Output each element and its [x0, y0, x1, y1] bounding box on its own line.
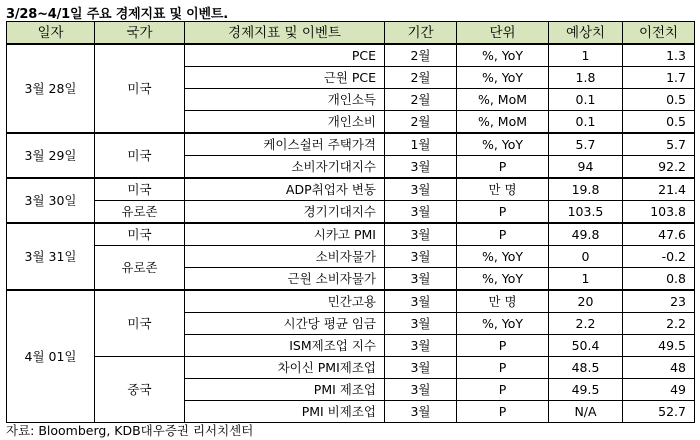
period-cell: 3월	[385, 357, 457, 379]
unit-cell: P	[457, 335, 549, 357]
indicator-cell: 시카고 PMI	[185, 223, 385, 246]
country-cell: 미국	[95, 44, 185, 133]
period-cell: 1월	[385, 133, 457, 156]
date-cell: 3월 31일	[7, 223, 95, 290]
unit-cell: %, YoY	[457, 133, 549, 156]
table-row	[7, 357, 695, 379]
indicator-cell: 소비자물가	[185, 246, 385, 268]
forecast-cell: 2.2	[549, 313, 623, 335]
header-date: 일자	[7, 22, 95, 45]
table-row	[7, 201, 695, 224]
country-cell: 유로존	[95, 201, 185, 224]
forecast-cell: 49.8	[549, 223, 623, 246]
period-cell: 2월	[385, 67, 457, 89]
unit-cell: P	[457, 401, 549, 423]
period-cell: 3월	[385, 401, 457, 423]
forecast-cell: 50.4	[549, 335, 623, 357]
unit-cell: %, YoY	[457, 246, 549, 268]
header-row	[7, 22, 695, 45]
period-cell: 3월	[385, 290, 457, 313]
period-cell: 3월	[385, 201, 457, 224]
forecast-cell: 1	[549, 268, 623, 291]
source-footnote: 자료: Bloomberg, KDB대우증권 리서치센터	[6, 423, 254, 438]
unit-cell: 만 명	[457, 290, 549, 313]
country-cell: 미국	[95, 133, 185, 178]
indicator-cell: ADP취업자 변동	[185, 178, 385, 201]
period-cell: 3월	[385, 313, 457, 335]
indicator-cell: 민간고용	[185, 290, 385, 313]
forecast-cell: 5.7	[549, 133, 623, 156]
period-cell: 3월	[385, 335, 457, 357]
previous-cell: 2.2	[623, 313, 695, 335]
unit-cell: 만 명	[457, 178, 549, 201]
indicator-cell: PMI 제조업	[185, 379, 385, 401]
period-cell: 3월	[385, 178, 457, 201]
previous-cell: 49	[623, 379, 695, 401]
unit-cell: P	[457, 223, 549, 246]
forecast-cell: 49.5	[549, 379, 623, 401]
forecast-cell: 1.8	[549, 67, 623, 89]
country-cell: 미국	[95, 178, 185, 201]
date-cell: 4월 01일	[7, 290, 95, 423]
table-row	[7, 290, 695, 313]
unit-cell: %, YoY	[457, 67, 549, 89]
period-cell: 3월	[385, 246, 457, 268]
forecast-cell: 1	[549, 44, 623, 67]
unit-cell: P	[457, 201, 549, 224]
forecast-cell: 19.8	[549, 178, 623, 201]
header-indicator: 경제지표 및 이벤트	[185, 22, 385, 45]
period-cell: 2월	[385, 89, 457, 111]
indicator-cell: PMI 비제조업	[185, 401, 385, 423]
header-previous: 이전치	[623, 22, 695, 45]
table-body	[7, 44, 695, 423]
unit-cell: %, MoM	[457, 111, 549, 134]
table-row	[7, 223, 695, 246]
header-country: 국가	[95, 22, 185, 45]
previous-cell: 1.3	[623, 44, 695, 67]
indicator-cell: 소비자기대지수	[185, 156, 385, 179]
indicator-cell: ISM제조업 지수	[185, 335, 385, 357]
period-cell: 2월	[385, 111, 457, 134]
indicator-cell: 근원 PCE	[185, 67, 385, 89]
period-cell: 3월	[385, 223, 457, 246]
period-cell: 3월	[385, 268, 457, 291]
table-row	[7, 133, 695, 156]
indicator-cell: PCE	[185, 44, 385, 67]
unit-cell: %, YoY	[457, 44, 549, 67]
unit-cell: P	[457, 357, 549, 379]
previous-cell: 52.7	[623, 401, 695, 423]
header-unit: 단위	[457, 22, 549, 45]
previous-cell: -0.2	[623, 246, 695, 268]
indicator-cell: 시간당 평균 임금	[185, 313, 385, 335]
country-cell: 미국	[95, 290, 185, 357]
period-cell: 2월	[385, 44, 457, 67]
indicator-cell: 근원 소비자물가	[185, 268, 385, 291]
previous-cell: 1.7	[623, 67, 695, 89]
table-row	[7, 246, 695, 268]
forecast-cell: N/A	[549, 401, 623, 423]
forecast-cell: 0.1	[549, 111, 623, 134]
unit-cell: P	[457, 379, 549, 401]
unit-cell: %, YoY	[457, 313, 549, 335]
previous-cell: 5.7	[623, 133, 695, 156]
forecast-cell: 103.5	[549, 201, 623, 224]
indicator-cell: 경기기대지수	[185, 201, 385, 224]
period-cell: 3월	[385, 379, 457, 401]
date-cell: 3월 30일	[7, 178, 95, 223]
previous-cell: 103.8	[623, 201, 695, 224]
indicator-cell: 개인소득	[185, 89, 385, 111]
economic-calendar-table	[6, 21, 695, 423]
unit-cell: %, MoM	[457, 89, 549, 111]
unit-cell: %, YoY	[457, 268, 549, 291]
unit-cell: P	[457, 156, 549, 179]
table-header	[7, 22, 695, 45]
indicator-cell: 차이신 PMI제조업	[185, 357, 385, 379]
forecast-cell: 0	[549, 246, 623, 268]
previous-cell: 92.2	[623, 156, 695, 179]
table-row	[7, 44, 695, 67]
period-cell: 3월	[385, 156, 457, 179]
date-cell: 3월 29일	[7, 133, 95, 178]
previous-cell: 47.6	[623, 223, 695, 246]
indicator-cell: 개인소비	[185, 111, 385, 134]
table-title: 3/28~4/1일 주요 경제지표 및 이벤트.	[6, 7, 228, 22]
previous-cell: 23	[623, 290, 695, 313]
previous-cell: 48	[623, 357, 695, 379]
forecast-cell: 94	[549, 156, 623, 179]
previous-cell: 0.8	[623, 268, 695, 291]
header-forecast: 예상치	[549, 22, 623, 45]
indicator-cell: 케이스쉴러 주택가격	[185, 133, 385, 156]
forecast-cell: 48.5	[549, 357, 623, 379]
previous-cell: 21.4	[623, 178, 695, 201]
previous-cell: 0.5	[623, 111, 695, 134]
previous-cell: 49.5	[623, 335, 695, 357]
country-cell: 유로존	[95, 246, 185, 291]
country-cell: 중국	[95, 357, 185, 423]
date-cell: 3월 28일	[7, 44, 95, 133]
country-cell: 미국	[95, 223, 185, 246]
forecast-cell: 0.1	[549, 89, 623, 111]
forecast-cell: 20	[549, 290, 623, 313]
header-period: 기간	[385, 22, 457, 45]
previous-cell: 0.5	[623, 89, 695, 111]
table-row	[7, 178, 695, 201]
